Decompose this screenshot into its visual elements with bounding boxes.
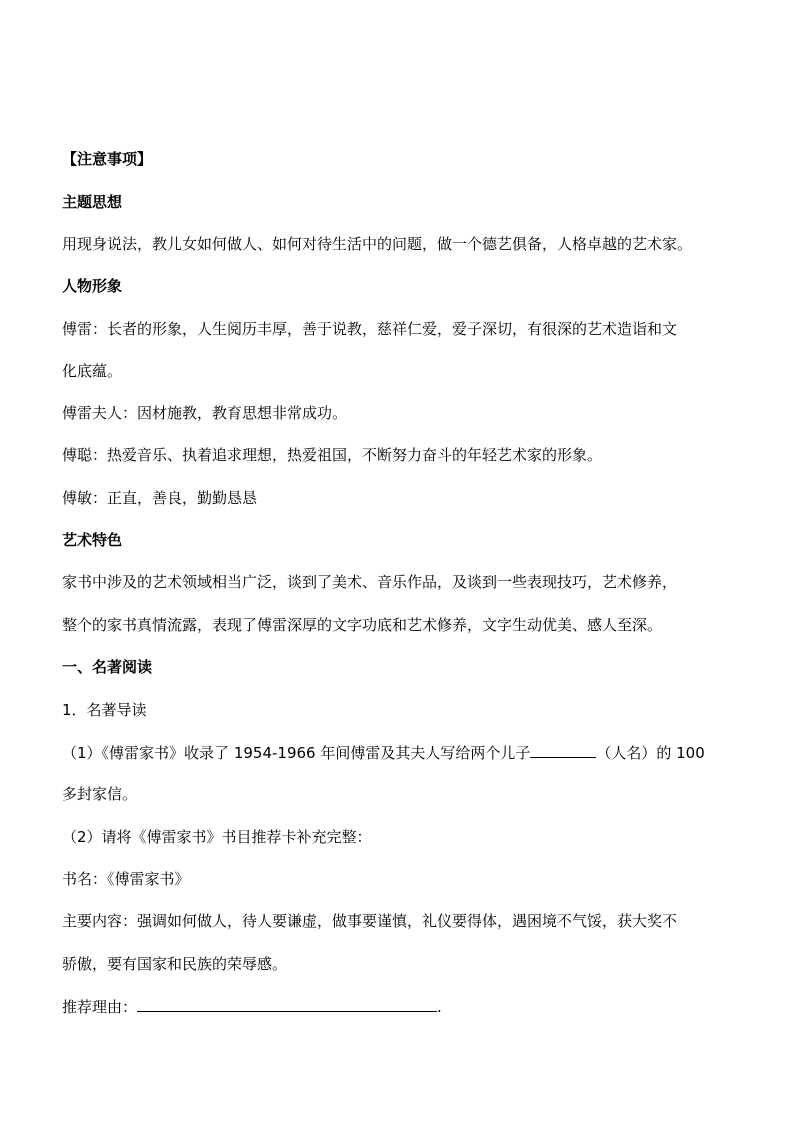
art-text-line2: 整个的家书真情流露，表现了傅雷深厚的文字功底和艺术修养，文字生动优美、感人至深。 (62, 616, 663, 634)
recommend-reason-label: 推荐理由： (62, 998, 138, 1016)
answer-blank-names[interactable] (530, 742, 596, 758)
wife-description: 傅雷夫人：因材施教，教育思想非常成功。 (62, 404, 348, 422)
question-1-1 (62, 742, 742, 763)
main-content-line2: 骄傲，要有国家和民族的荣辱感。 (62, 955, 288, 973)
art-text-line1: 家书中涉及的艺术领域相当广泛，谈到了美术、音乐作品，及谈到一些表现技巧，艺术修养， (62, 573, 678, 591)
fulei-description-line1: 傅雷：长者的形象，人生阅历丰厚，善于说教，慈祥仁爱，爱子深切，有很深的艺术造诣和文 (62, 320, 678, 338)
fulei-description-line2: 化底蕴。 (62, 362, 123, 380)
section-title: 一、名著阅读 (62, 658, 153, 676)
question-1-1-text-after: （人名）的 100 (596, 744, 705, 762)
notes-heading: 【注意事项】 (62, 150, 153, 168)
characters-title: 人物形象 (62, 277, 123, 295)
fucong-description: 傅聪：热爱音乐、执着追求理想，热爱祖国，不断努力奋斗的年轻艺术家的形象。 (62, 446, 603, 464)
question-1-1-text-before: （1）《傅雷家书》收录了 1954-1966 年间傅雷及其夫人写给两个儿子 (62, 744, 531, 762)
answer-blank-reason[interactable] (137, 996, 437, 1012)
recommend-reason (62, 996, 742, 1017)
fumin-description: 傅敏：正直，善良，勤勤恳恳 (62, 489, 258, 507)
question-1-title: 1．名著导读 (62, 701, 147, 719)
theme-title: 主题思想 (62, 193, 123, 211)
recommend-reason-end: . (437, 998, 442, 1016)
question-1-2: （2）请将《傅雷家书》书目推荐卡补充完整： (62, 828, 372, 846)
main-content-line1: 主要内容：强调如何做人，待人要谦虚，做事要谨慎，礼仪要得体，遇困境不气馁，获大奖不 (62, 912, 678, 930)
book-name: 书名：《傅雷家书》 (62, 870, 190, 888)
theme-text: 用现身说法，教儿女如何做人、如何对待生活中的问题，做一个德艺俱备，人格卓越的艺术家。 (62, 235, 693, 253)
question-1-1-line2: 多封家信。 (62, 785, 138, 803)
art-title: 艺术特色 (62, 531, 123, 549)
